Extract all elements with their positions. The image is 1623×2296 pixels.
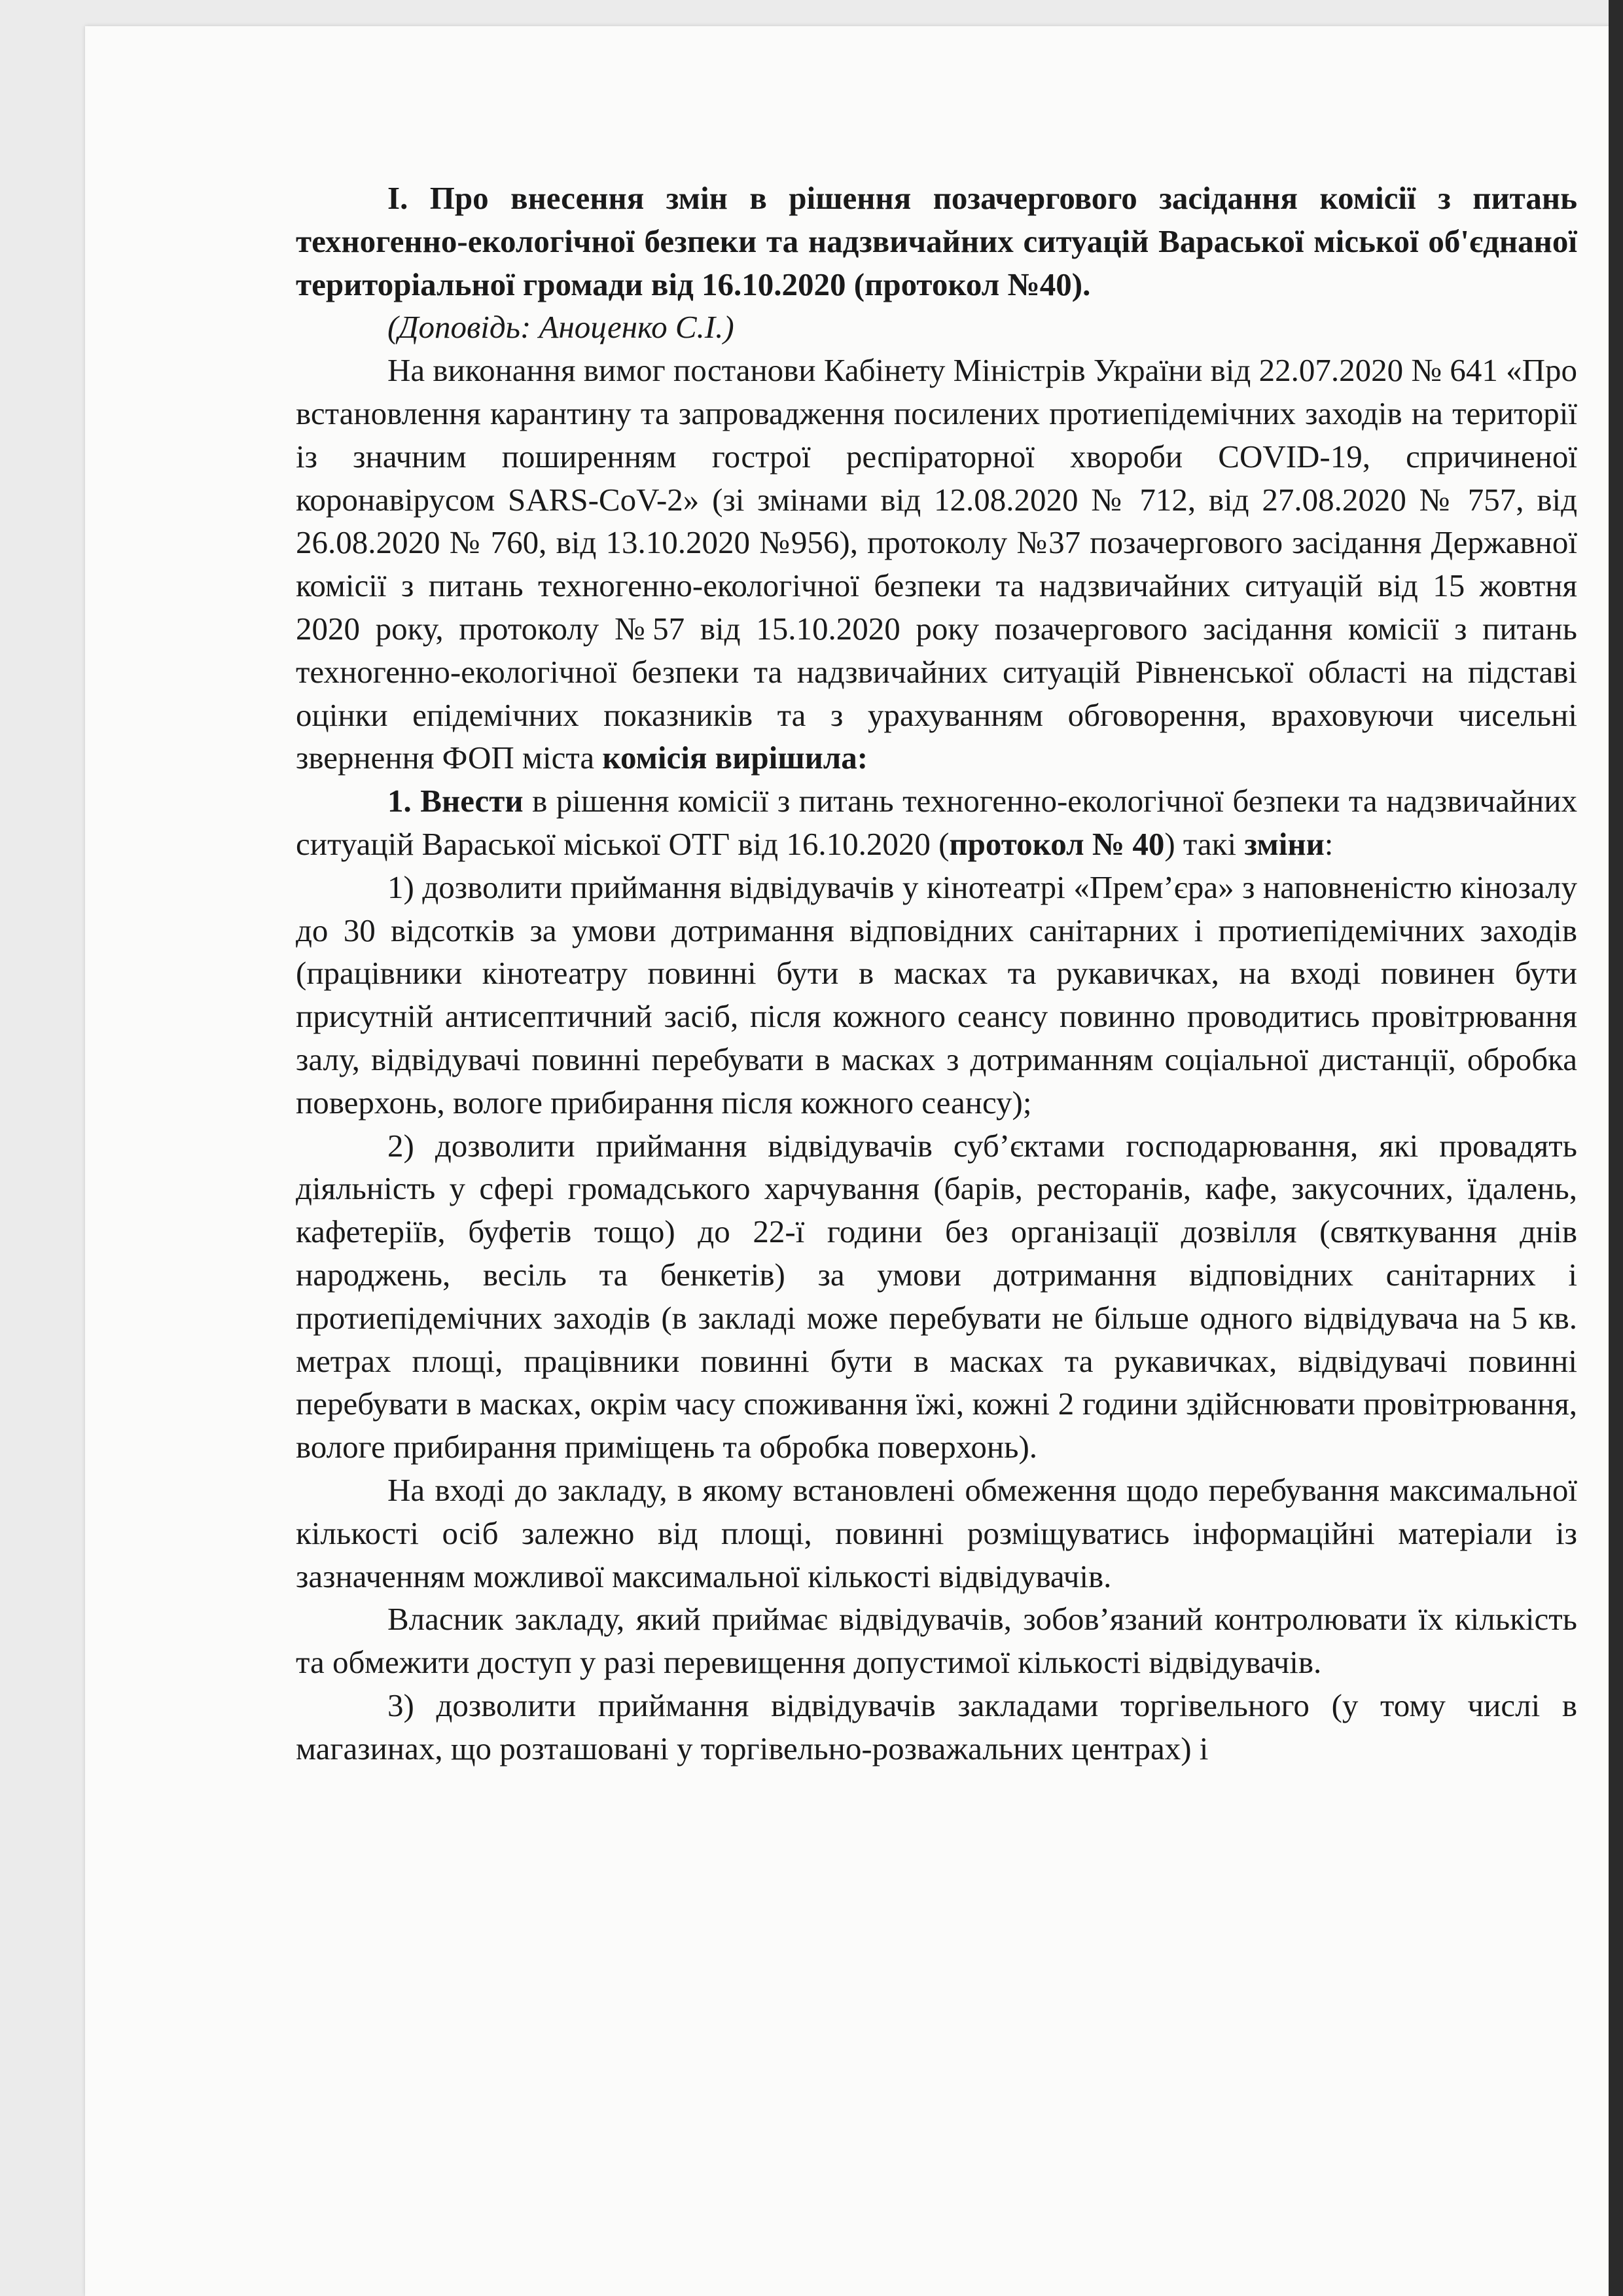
entrance-paragraph: На вході до закладу, в якому встановлені обмеження щодо перебування максимальної кількості осіб залежно від площі, повинні розміщуватись інформаційні матеріали із зазначенням можливої максимальної кількості відвідувачів. [296,1471,1577,1594]
section-title: I. Про внесення змін в рішення позачергового засідання комісії з питань техногенно-екологічної безпеки та надзвичайних ситуацій Вараської міської об'єднаної територіальної громади від 16.10.2020 (протокол №40). [296,180,1577,302]
point-1-colon: : [1324,825,1334,862]
point-1-paragraph [296,780,1577,866]
document-page [85,26,1610,2296]
intro-decision: комісія вирішила: [602,740,868,776]
report-line: (Доповідь: Аноценко С.І.) [387,309,734,346]
point-1-protocol: протокол № 40 [949,825,1165,862]
point-1-number: 1. Внести [387,783,524,819]
document-body [296,177,1577,1770]
point-1-text-2: ) такі [1164,825,1245,862]
intro-paragraph [296,349,1577,780]
point-1-text: в рішення комісії з питань техногенно-екологічної безпеки та надзвичайних ситуацій Вараської міської ОТГ від 16.10.2020 ( [296,783,1577,862]
item-3-trade: 3) дозволити приймання відвідувачів закладами торгівельного (у тому числі в магазинах, що розташовані у торгівельно-розважальних центрах) і [296,1687,1577,1767]
item-2-catering: 2) дозволити приймання відвідувачів суб’єктами господарювання, які провадять діяльність у сфері громадського харчування (барів, ресторанів, кафе, закусочних, їдалень, кафетеріїв, буфетів тощо) до 22-ї години без організації дозвілля (святкування днів народжень, весіль та бенкетів) за умови дотримання відповідних санітарних і протиепідемічних заходів (в закладі може перебувати не більше одного відвідувача на 5 кв. метрах площі, працівники повинні бути в масках та рукавичках, відвідувачі повинні перебувати в масках, окрім часу споживання їжі, кожні 2 години здійснювати провітрювання, вологе прибирання приміщень та обробка поверхонь). [296,1127,1577,1465]
point-1-changes: зміни [1244,825,1325,862]
item-1-cinema: 1) дозволити приймання відвідувачів у кінотеатрі «Прем’єра» з наповненістю кінозалу до 30 відсотків за умови дотримання відповідних санітарних і протиепідемічних заходів (працівники кінотеатру повинні бути в масках та рукавичках, на вході повинен бути присутній антисептичний засіб, після кожного сеансу повинно проводитись провітрювання залу, відвідувачі повинні перебувати в масках з дотриманням соціальної дистанції, обробка поверхонь, вологе прибирання після кожного сеансу); [296,869,1577,1121]
owner-paragraph: Власник закладу, який приймає відвідувачів, зобов’язаний контролювати їх кількість та обмежити доступ у разі перевищення допустимої кількості відвідувачів. [296,1601,1577,1681]
intro-text: На виконання вимог постанови Кабінету Міністрів України від 22.07.2020 № 641 «Про встановлення карантину та запровадження посилених протиепідемічних заходів на території із значним поширенням гострої респіраторної хвороби COVID-19, спричиненої коронавірусом SARS-CoV-2» (зі змінами від 12.08.2020 № 712, від 27.08.2020 № 757, від 26.08.2020 № 760, від 13.10.2020 №956), протоколу №37 позачергового засідання Державної комісії з питань техногенно-екологічної безпеки та надзвичайних ситуацій від 15 жовтня 2020 року, протоколу №57 від 15.10.2020 року позачергового засідання комісії з питань техногенно-екологічної безпеки та надзвичайних ситуацій Рівненської області на підставі оцінки епідемічних показників та з урахуванням обговорення, враховуючи чисельні звернення ФОП міста [296,352,1577,776]
scan-edge [1609,0,1623,2296]
